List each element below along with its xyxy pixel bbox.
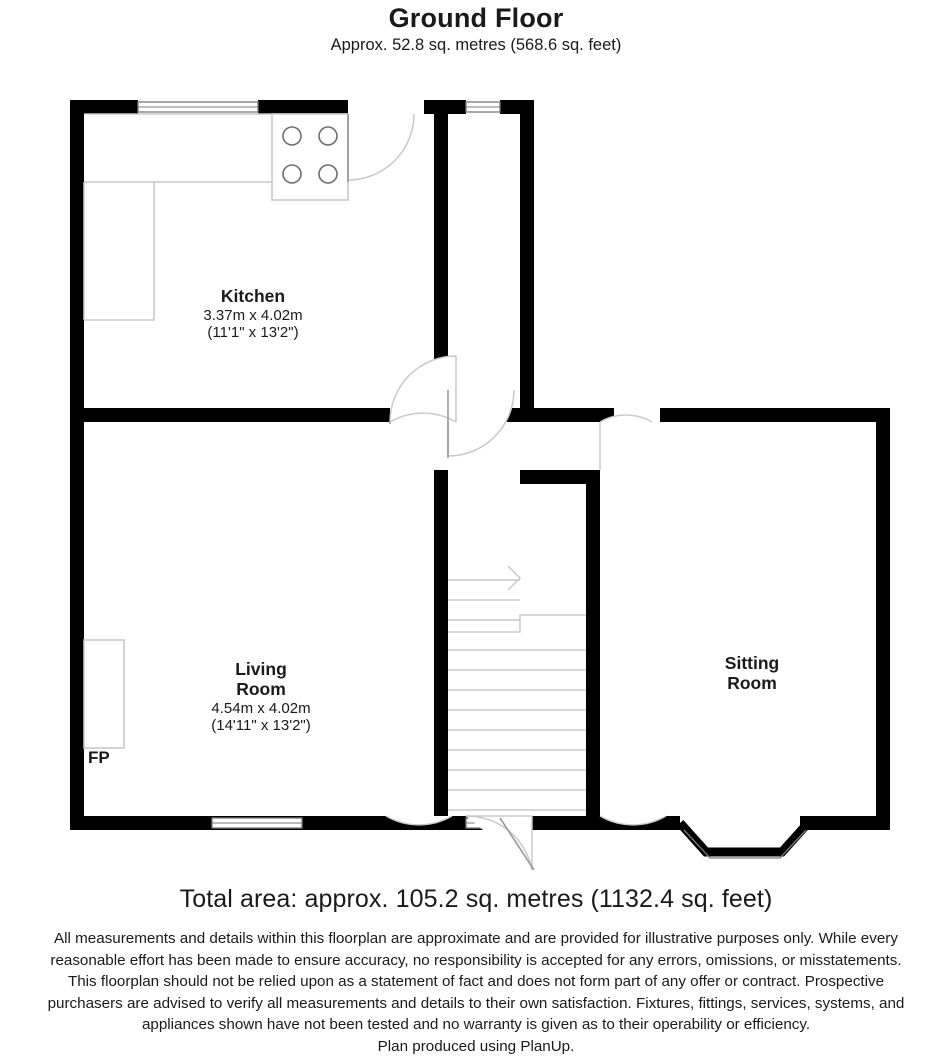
- room-label-living-room: [136, 660, 386, 734]
- disclaimer-line: This floorplan should not be relied upon as a statement of fact and does not form part of any offer or contract. Prospective: [67, 973, 885, 991]
- kitchen-dimensions-metric: 3.37m x 4.02m: [203, 306, 303, 324]
- page-title: Ground Floor: [388, 3, 564, 33]
- sitting-room-name-line2: Room: [727, 672, 777, 693]
- disclaimer-line: reasonable effort has been made to ensure accuracy, no responsibility is accepted for any errors, omissions, or misstatements.: [50, 951, 902, 969]
- kitchen-dimensions-imperial: (11'1" x 13'2"): [207, 324, 299, 342]
- living-room-name-line2: Room: [236, 678, 286, 699]
- floorplan-svg: [0, 70, 952, 870]
- disclaimer-line: Plan produced using PlanUp.: [377, 1037, 575, 1055]
- disclaimer-line: All measurements and details within this floorplan are approximate and are provided for illustrative purposes only. While every: [54, 930, 898, 947]
- fireplace: [84, 640, 124, 748]
- floor-area-subtitle: Approx. 52.8 sq. metres (568.6 sq. feet): [330, 36, 622, 54]
- hob-icon: [272, 114, 348, 200]
- fireplace-label: FP: [88, 748, 110, 767]
- living-room-dimensions-metric: 4.54m x 4.02m: [211, 699, 311, 717]
- sitting-room-name-line1: Sitting: [724, 653, 780, 673]
- kitchen-name: Kitchen: [220, 286, 286, 306]
- total-area-text: Total area: approx. 105.2 sq. metres (1132.4 sq. feet): [179, 885, 773, 913]
- disclaimer: [8, 928, 944, 1057]
- living-room-dimensions-imperial: (14'11" x 13'2"): [211, 716, 311, 734]
- room-label-sitting-room: [652, 654, 852, 694]
- disclaimer-line: appliances shown have not been tested and no warranty is given as to their operability or efficiency.: [141, 1016, 811, 1034]
- floorplan-drawing: [0, 70, 952, 870]
- living-room-name-line1: Living: [235, 659, 287, 679]
- room-label-kitchen: [128, 287, 378, 341]
- disclaimer-line: purchasers are advised to verify all measurements and details to their own satisfaction. Fixtures, fittings, services, systems, and: [47, 994, 905, 1012]
